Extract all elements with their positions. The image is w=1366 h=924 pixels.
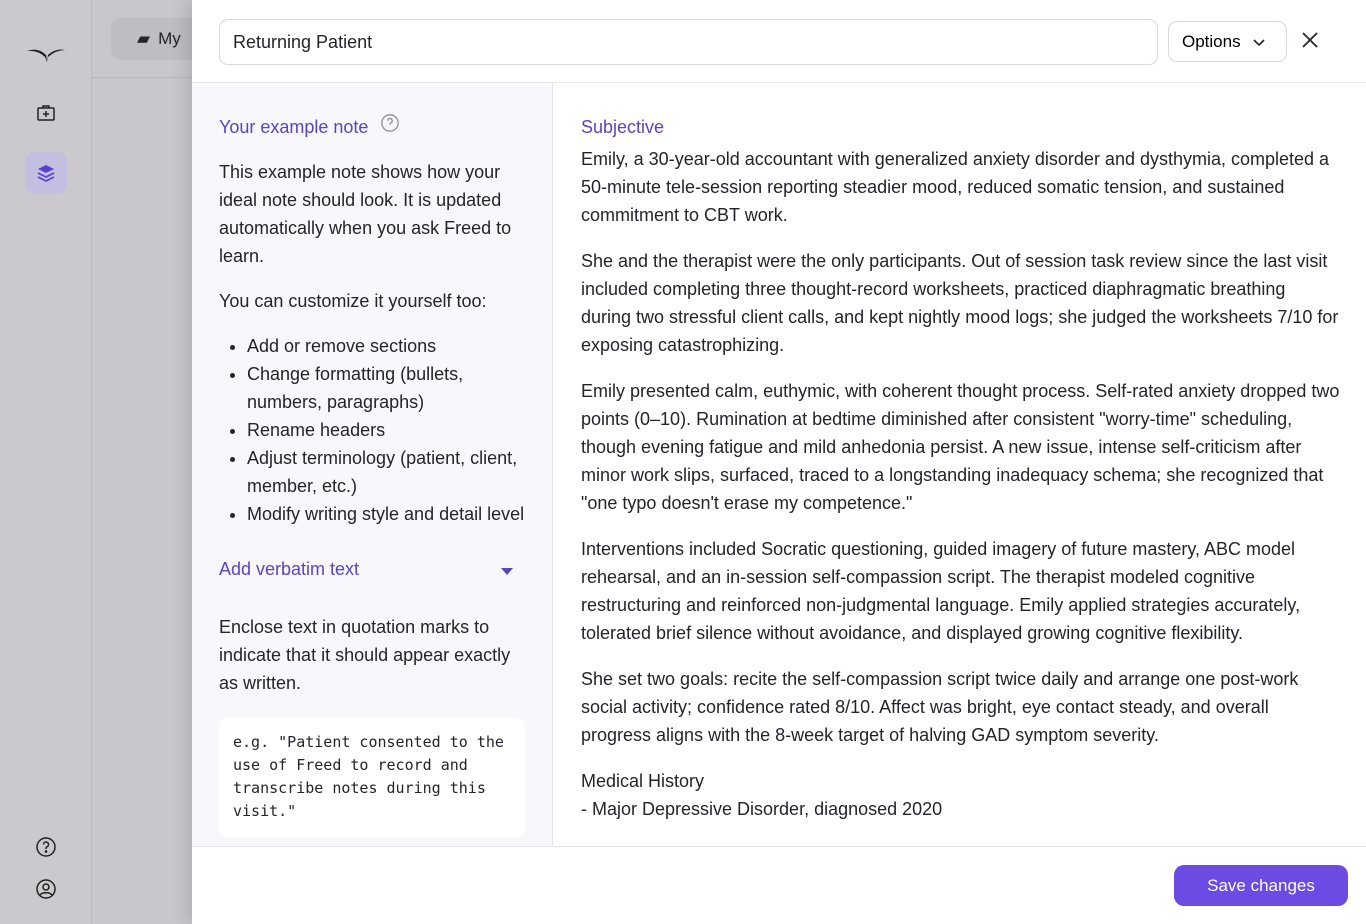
- caret-down-icon: [501, 555, 513, 583]
- customize-text: You can customize it yourself too:: [219, 291, 487, 311]
- templates-layers-icon[interactable]: [25, 152, 67, 194]
- background-page: [92, 0, 192, 924]
- verbatim-description: Enclose text in quotation marks to indicate that it should appear exactly as written.: [219, 617, 511, 693]
- note-paragraph: Interventions included Socratic questioning, guided imagery of future mastery, ABC model rehearsal, and an in-session self-compassion script. The therapist modeled cognitive restructuring and reinforced non-judgmental language. Emily applied strategies accurately, tolerated brief silence without avoidance, and displayed growing cognitive flexibility.: [581, 539, 1301, 643]
- note-paragraph: Emily, a 30-year-old accountant with generalized anxiety disorder and dysthymia, completed a 50-minute tele-session reporting steadier mood, reduced somatic tension, and sustained commitment to CBT work.: [581, 149, 1330, 225]
- freed-logo-icon[interactable]: [25, 34, 67, 76]
- example-note-editor[interactable]: [554, 83, 1366, 846]
- template-title-input[interactable]: [219, 19, 1158, 65]
- example-note-heading: [219, 113, 525, 141]
- list-item: • Adjust terminology (patient, client, member, etc.): [247, 444, 525, 500]
- help-circle-icon[interactable]: [380, 113, 400, 141]
- chevron-down-icon: [1253, 32, 1265, 52]
- example-note-guide-panel: [192, 83, 553, 846]
- folder-star-icon: ▰: [137, 29, 151, 48]
- note-paragraph: Emily presented calm, euthymic, with coherent thought process. Self-rated anxiety dropped two points (0–10). Rumination at bedtime diminished after consistent "worry-time" scheduling, though evening fatigue and mild anhedonia persist. A new issue, intense self-criticism after minor work slips, surfaced, traced to a longstanding inadequacy schema; she recognized that "one typo doesn't erase my competence.": [581, 381, 1340, 513]
- medical-bag-icon[interactable]: [25, 92, 67, 134]
- verbatim-heading: Add verbatim text: [219, 559, 360, 579]
- help-icon[interactable]: [25, 826, 67, 868]
- note-paragraph: She and the therapist were the only participants. Out of session task review since the last visit included completing three thought-record worksheets, practiced diaphragmatic breathing during two stressful client calls, and kept nightly mood logs; she judged the worksheets 7/10 for exposing catastrophizing.: [581, 251, 1339, 355]
- list-item: • Change formatting (bullets, numbers, paragraphs): [247, 360, 525, 416]
- save-changes-button[interactable]: Save changes: [1174, 865, 1348, 906]
- medical-history-heading: Medical History: [581, 771, 705, 791]
- tab-label: My: [158, 29, 181, 48]
- template-editor-modal: [192, 0, 1366, 924]
- customize-list: [219, 332, 525, 528]
- verbatim-toggle[interactable]: [219, 555, 525, 583]
- close-icon[interactable]: [1300, 30, 1320, 50]
- section-heading: Subjective: [581, 117, 665, 137]
- modal-header: [192, 0, 1366, 83]
- intro-text: This example note shows how your ideal note should look. It is updated automatically when you ask Freed to learn.: [219, 162, 512, 266]
- heading-text: Your example note: [219, 117, 369, 137]
- options-button[interactable]: [1168, 21, 1287, 62]
- medical-history-item: - Major Depressive Disorder, diagnosed 2020: [581, 799, 943, 819]
- modal-footer: [192, 846, 1366, 924]
- app-sidebar: [0, 0, 92, 924]
- options-label: Options: [1182, 31, 1241, 51]
- account-icon[interactable]: [25, 868, 67, 910]
- list-item: • Rename headers: [247, 416, 525, 444]
- verbatim-example: e.g. "Patient consented to the use of Freed to record and transcribe notes during this visit.": [219, 717, 525, 837]
- list-item: • Modify writing style and detail level: [247, 500, 525, 528]
- note-paragraph: She set two goals: recite the self-compassion script twice daily and arrange one post-work social activity; confidence rated 8/10. Affect was bright, eye contact steady, and overall progress aligns with the 8-week target of halving GAD symptom severity.: [581, 669, 1299, 745]
- list-item: • Add or remove sections: [247, 332, 525, 360]
